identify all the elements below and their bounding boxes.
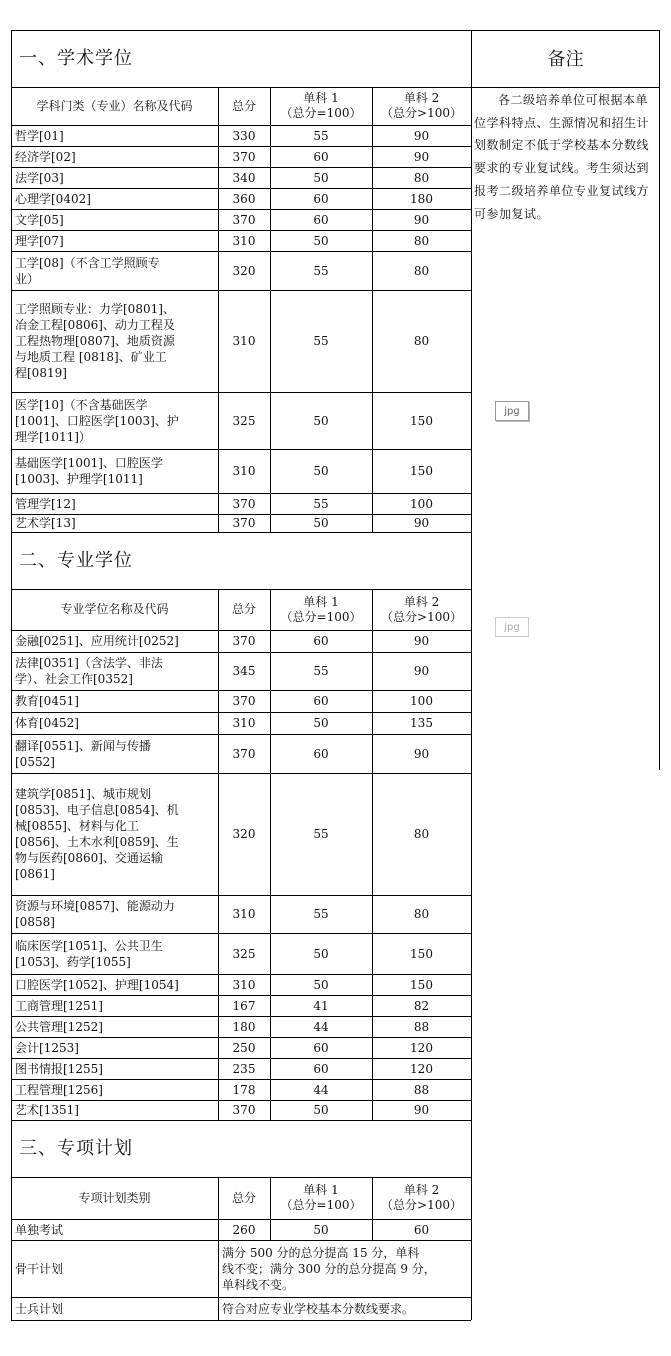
table-cell: 90 [413, 212, 430, 227]
column-header: 专业学位名称及代码 [60, 602, 169, 616]
column-header: 学科门类（专业）名称及代码 [36, 98, 193, 113]
section-title: 三、专项计划 [19, 1137, 133, 1159]
table-cell-name: 建筑学[0851]、城市规划 [0853]、电子信息[0854]、机 械[0855]、材料与化工 [0856]、土木水利[0859]、生 物与医药[0860]、交通运输 [0861] [15, 787, 179, 881]
table-cell-name: 士兵计划 [15, 1301, 64, 1316]
table-cell: 135 [410, 716, 433, 730]
table-cell: 80 [413, 334, 430, 348]
table-cell-name: 公共管理[1252] [15, 1019, 103, 1034]
table-cell: 310 [232, 334, 256, 348]
table-cell-name: 法律[0351]（含法学、非法 学）、社会工作[0352] [15, 656, 163, 686]
table-cell-name: 教育[0451] [15, 694, 79, 708]
table-cell-name: 工学[08]（不含工学照顾专 业） [15, 255, 160, 286]
column-header: 单科 1 （总分=100） [280, 594, 362, 624]
table-cell-name: 艺术[1351] [15, 1103, 79, 1117]
table-cell: 178 [232, 1082, 256, 1097]
column-header: 单科 1 （总分=100） [280, 91, 362, 120]
section-title: 一、学术学位 [19, 47, 133, 69]
table-cell: 55 [313, 907, 329, 921]
table-cell-name: 工程管理[1256] [15, 1082, 103, 1097]
table-cell: 345 [232, 664, 256, 678]
table-cell: 340 [232, 170, 256, 185]
column-header: 单科 2 （总分>100） [381, 1183, 462, 1212]
table-cell: 60 [313, 1040, 329, 1055]
table-cell: 90 [413, 128, 430, 143]
table-cell-name: 翻译[0551]、新闻与传播 [0552] [15, 738, 151, 769]
table-cell-name: 体育[0452] [15, 716, 79, 730]
table-cell: 50 [313, 413, 329, 428]
table-cell: 370 [232, 1103, 256, 1117]
table-cell: 90 [413, 1103, 430, 1117]
remarks-text: 各二级培养单位可根据本单位学科特点、生源情况和招生计划数制定不低于学校基本分数线要求的专业复试线。考生须达到报考二级培养单位专业复试线方可参加复试。 [474, 93, 650, 221]
table-cell: 60 [313, 212, 329, 227]
table-cell: 44 [313, 1082, 329, 1097]
table-cell: 60 [313, 191, 329, 206]
table-cell: 167 [232, 998, 256, 1013]
table-cell: 50 [313, 170, 329, 185]
table-cell: 90 [413, 149, 430, 164]
table-cell: 88 [413, 1082, 430, 1097]
section-title: 二、专业学位 [19, 549, 133, 571]
column-header: 单科 2 （总分>100） [381, 91, 462, 120]
table-cell: 260 [232, 1222, 256, 1237]
table-cell: 120 [410, 1061, 433, 1076]
table-cell: 50 [313, 977, 329, 992]
table-cell: 82 [413, 998, 430, 1013]
table-cell-name: 会计[1253] [15, 1040, 79, 1055]
table-cell-name: 资源与环境[0857]、能源动力 [0858] [15, 899, 175, 929]
table-cell: 55 [313, 263, 329, 278]
table-cell-name: 理学[07] [15, 233, 64, 248]
table-cell: 150 [410, 464, 433, 478]
table-cell: 60 [313, 149, 329, 164]
table-cell-name: 管理学[12] [15, 496, 76, 511]
column-header: 专项计划类别 [78, 1190, 151, 1205]
table-cell: 55 [313, 664, 329, 678]
table-cell: 150 [410, 977, 433, 992]
table-cell-name: 哲学[01] [15, 128, 64, 143]
table-cell: 235 [232, 1061, 256, 1076]
table-cell: 50 [313, 233, 329, 248]
table-cell: 325 [232, 413, 256, 428]
table-cell-merged: 符合对应专业学校基本分数线要求。 [222, 1301, 415, 1316]
remarks-header: 备注 [547, 49, 584, 70]
table-cell: 90 [413, 664, 430, 678]
table-cell: 370 [232, 746, 256, 761]
table-cell-merged: 满分 500 分的总分提高 15 分，单科 线不变；满分 300 分的总分提高 9 分， 单科线不变。 [222, 1245, 436, 1292]
table-cell: 50 [313, 1222, 329, 1237]
table-cell: 325 [232, 946, 256, 961]
table-cell-name: 基础医学[1001]、口腔医学 [1003]、护理学[1011] [15, 456, 163, 486]
table-cell: 250 [232, 1040, 256, 1055]
table-cell-name: 单独考试 [15, 1222, 64, 1237]
table-cell: 60 [413, 1222, 430, 1237]
table-cell: 60 [313, 1061, 329, 1076]
column-header: 单科 2 （总分>100） [381, 594, 462, 624]
table-cell: 370 [232, 496, 256, 511]
table-cell: 50 [313, 464, 329, 478]
table-cell: 55 [313, 496, 329, 511]
table-cell-name: 口腔医学[1052]、护理[1054] [15, 977, 179, 992]
column-header: 总分 [231, 98, 256, 113]
table-cell-name: 骨干计划 [15, 1261, 64, 1276]
column-header: 单科 1 （总分=100） [280, 1183, 362, 1212]
table-cell: 80 [413, 907, 430, 921]
table-cell-name: 金融[0251]、应用统计[0252] [15, 634, 179, 648]
table-cell-name: 医学[10]（不含基础医学 [1001]、口腔医学[1003]、护 理学[1011]） [15, 397, 179, 444]
table-cell: 360 [232, 191, 256, 206]
table-cell: 320 [232, 827, 256, 841]
table-cell: 310 [232, 977, 256, 992]
table-cell-name: 艺术学[13] [15, 516, 76, 530]
table-cell: 41 [313, 998, 329, 1013]
column-header: 总分 [231, 1190, 256, 1205]
table-cell: 370 [232, 694, 256, 708]
table-cell: 100 [410, 694, 433, 708]
table-cell: 310 [232, 464, 256, 478]
table-cell: 310 [232, 233, 256, 248]
table-cell-name: 图书情报[1255] [15, 1061, 103, 1076]
table-cell: 50 [313, 1103, 329, 1117]
table-cell: 320 [232, 263, 256, 278]
table-cell: 44 [313, 1019, 329, 1034]
table-cell-name: 文学[05] [15, 212, 64, 227]
table-cell-name: 临床医学[1051]、公共卫生 [1053]、药学[1055] [15, 938, 163, 969]
table-cell: 150 [410, 413, 433, 428]
table-cell: 150 [410, 946, 433, 961]
table-cell: 50 [313, 716, 329, 730]
table-cell-name: 经济学[02] [15, 149, 76, 164]
table-cell: 180 [232, 1019, 256, 1034]
table-cell: 90 [413, 746, 430, 761]
table-cell-name: 心理学[0402] [15, 191, 91, 206]
table-cell: 90 [413, 516, 430, 530]
table-cell-name: 工学照顾专业：力学[0801]、 冶金工程[0806]、动力工程及 工程热物理[0807]、地质资源 与地质工程 [0818]、矿业工 程[0819] [15, 302, 175, 380]
column-header: 总分 [231, 602, 256, 616]
table-cell: 80 [413, 170, 430, 185]
table-cell: 80 [413, 827, 430, 841]
image-placeholder-icon: jpg [495, 617, 529, 637]
table-cell: 100 [410, 496, 433, 511]
table-cell: 370 [232, 212, 256, 227]
table-cell: 180 [410, 191, 433, 206]
table-cell: 50 [313, 946, 329, 961]
table-cell: 370 [232, 516, 256, 530]
table-cell: 370 [232, 149, 256, 164]
table-cell: 88 [413, 1019, 430, 1034]
table-cell: 60 [313, 634, 329, 648]
table-cell: 330 [232, 128, 256, 143]
image-placeholder-icon: jpg [495, 401, 529, 421]
table-cell: 80 [413, 233, 430, 248]
table-cell: 310 [232, 716, 256, 730]
table-cell: 120 [410, 1040, 433, 1055]
table-cell: 80 [413, 263, 430, 278]
table-cell: 55 [313, 334, 329, 348]
table-cell: 55 [313, 128, 329, 143]
table-cell: 60 [313, 694, 329, 708]
table-cell: 60 [313, 746, 329, 761]
table-cell: 55 [313, 827, 329, 841]
table-cell: 90 [413, 634, 430, 648]
table-cell: 370 [232, 634, 256, 648]
table-cell: 310 [232, 907, 256, 921]
table-cell: 50 [313, 516, 329, 530]
table-cell-name: 工商管理[1251] [15, 998, 103, 1013]
table-cell-name: 法学[03] [15, 170, 64, 185]
